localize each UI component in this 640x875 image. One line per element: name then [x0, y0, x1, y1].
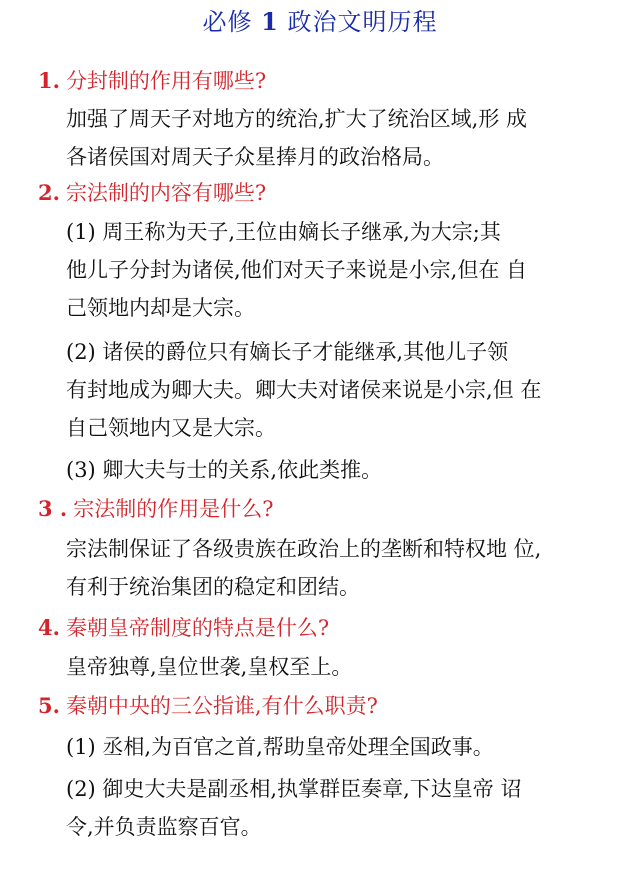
- answer-line: 有封地成为卿大夫。卿大夫对诸侯来说是小宗,但 在: [66, 378, 542, 402]
- title-suffix: 政治文明历程: [287, 8, 438, 36]
- question-4: [38, 613, 329, 643]
- answer-line: 他儿子分封为诸侯,他们对天子来说是小宗,但在 自: [66, 258, 528, 282]
- answer-3: [66, 530, 598, 606]
- question-text: 分封制的作用有哪些?: [65, 69, 267, 93]
- answer-line: 皇帝独尊,皇位世袭,皇权至上。: [66, 655, 353, 679]
- answer-line: (3) 卿大夫与士的关系,依此类推。: [66, 458, 383, 482]
- answer-2-3: [66, 451, 598, 489]
- title-prefix: 必修: [202, 8, 253, 36]
- question-1: [38, 66, 266, 96]
- question-text: 宗法制的作用是什么?: [73, 497, 274, 521]
- question-number: 3 .: [38, 496, 68, 521]
- answer-4: [66, 648, 598, 686]
- answer-1: [66, 100, 598, 176]
- question-number: 5.: [38, 693, 60, 718]
- question-text: 秦朝皇帝制度的特点是什么?: [65, 616, 330, 640]
- answer-line: 令,并负责监察百官。: [66, 815, 262, 839]
- question-number: 4.: [38, 615, 60, 640]
- answer-line: 有利于统治集团的稳定和团结。: [66, 575, 360, 599]
- answer-line: 加强了周天子对地方的统治,扩大了统治区域,形 成: [66, 107, 528, 131]
- page-title: [0, 6, 640, 38]
- answer-line: 自己领地内又是大宗。: [66, 416, 276, 440]
- answer-5-2: [66, 770, 598, 846]
- answer-2-2: [66, 333, 598, 447]
- question-5: [38, 691, 378, 721]
- question-number: 1.: [38, 68, 60, 93]
- answer-2-1: [66, 213, 598, 327]
- question-number: 2.: [38, 180, 60, 205]
- question-text: 宗法制的内容有哪些?: [65, 181, 267, 205]
- answer-line: 己领地内却是大宗。: [66, 296, 255, 320]
- question-3: [38, 494, 274, 524]
- answer-line: (1) 周王称为天子,王位由嫡长子继承,为大宗;其: [66, 220, 501, 244]
- answer-line: 宗法制保证了各级贵族在政治上的垄断和特权地 位,: [66, 537, 542, 561]
- answer-5-1: [66, 728, 598, 766]
- title-number: 1: [261, 7, 279, 36]
- answer-line: (2) 诸侯的爵位只有嫡长子才能继承,其他儿子领: [66, 340, 509, 364]
- question-2: [38, 178, 266, 208]
- question-text: 秦朝中央的三公指谁,有什么职责?: [65, 694, 378, 718]
- answer-line: 各诸侯国对周天子众星捧月的政治格局。: [66, 145, 444, 169]
- answer-line: (1) 丞相,为百官之首,帮助皇帝处理全国政事。: [66, 735, 494, 759]
- answer-line: (2) 御史大夫是副丞相,执掌群臣奏章,下达皇帝 诏: [66, 777, 522, 801]
